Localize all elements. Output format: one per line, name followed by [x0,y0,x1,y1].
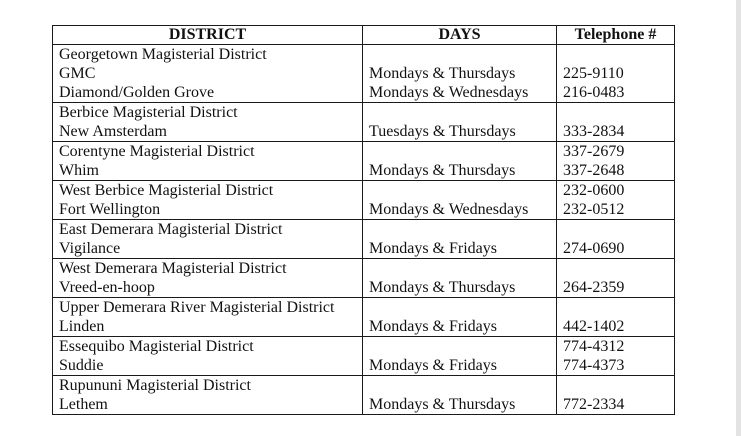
phone-cell [557,45,675,103]
days-text [369,298,550,317]
table-row [53,259,675,298]
court-schedule-table [52,25,675,415]
days-cell [363,298,557,337]
phone-number: 772-2334 [563,396,625,413]
days-cell [363,142,557,181]
days-text: Mondays & Fridays [369,357,497,374]
district-name: Essequibo Magisterial District [59,338,254,355]
phone-number [563,376,668,395]
district-name: East Demerara Magisterial District [59,221,283,238]
district-name: Upper Demerara River Magisterial District [59,299,335,316]
phone-cell [557,376,675,415]
district-location: Whim [59,162,99,179]
days-cell [363,103,557,142]
phone-number: 232-0512 [563,201,625,218]
district-cell [53,45,363,103]
phone-number [563,45,668,64]
days-text [369,45,550,64]
district-location: Lethem [59,396,108,413]
district-location: Fort Wellington [59,201,161,218]
days-text: Mondays & Wednesdays [369,84,529,101]
district-cell [53,103,363,142]
days-text: Mondays & Thursdays [369,65,516,82]
table-row [53,142,675,181]
phone-cell [557,337,675,376]
days-text [369,337,550,356]
telephone-header: Telephone # [557,26,675,45]
district-cell [53,337,363,376]
days-cell [363,259,557,298]
phone-number [563,259,668,278]
table-row [53,376,675,415]
district-cell [53,142,363,181]
phone-number: 337-2679 [563,143,625,160]
days-text [369,259,550,278]
days-text: Mondays & Wednesdays [369,201,529,218]
days-text [369,220,550,239]
phone-number: 774-4312 [563,338,625,355]
days-cell [363,181,557,220]
days-text [369,181,550,200]
district-location: Suddie [59,357,104,374]
phone-number: 216-0483 [563,84,625,101]
days-cell [363,220,557,259]
days-text: Mondays & Fridays [369,318,497,335]
district-name: Georgetown Magisterial District [59,46,267,63]
phone-number: 232-0600 [563,182,625,199]
district-header: DISTRICT [53,26,363,45]
table-row [53,220,675,259]
phone-cell [557,103,675,142]
days-text: Mondays & Thursdays [369,162,516,179]
district-name: Corentyne Magisterial District [59,143,255,160]
phone-number [563,103,668,122]
table-row [53,103,675,142]
table-row [53,337,675,376]
district-cell [53,259,363,298]
phone-cell [557,298,675,337]
days-text: Mondays & Thursdays [369,279,516,296]
phone-number [563,298,668,317]
district-name: Berbice Magisterial District [59,104,238,121]
days-text: Tuesdays & Thursdays [369,123,516,140]
days-text [369,142,550,161]
days-cell [363,376,557,415]
phone-number: 225-9110 [563,65,624,82]
district-location: Linden [59,318,105,335]
phone-cell [557,142,675,181]
days-text [369,376,550,395]
phone-number: 442-1402 [563,318,625,335]
header-row [53,26,675,45]
phone-number: 264-2359 [563,279,625,296]
district-name: West Berbice Magisterial District [59,182,274,199]
days-cell [363,45,557,103]
days-cell [363,337,557,376]
days-text: Mondays & Fridays [369,240,497,257]
district-cell [53,181,363,220]
table-row [53,298,675,337]
district-name: Rupununi Magisterial District [59,377,251,394]
district-location: Diamond/Golden Grove [59,84,215,101]
district-location: Vreed-en-hoop [59,279,155,296]
phone-number: 774-4373 [563,357,625,374]
phone-cell [557,220,675,259]
days-text: Mondays & Thursdays [369,396,516,413]
table-row [53,45,675,103]
days-text [369,103,550,122]
table-row [53,181,675,220]
phone-number: 337-2648 [563,162,625,179]
district-location: New Amsterdam [59,123,167,140]
phone-number [563,220,668,239]
district-cell [53,220,363,259]
district-cell [53,298,363,337]
district-location: GMC [59,65,96,82]
phone-number: 274-0690 [563,240,625,257]
page-edge-divider [736,0,741,436]
district-name: West Demerara Magisterial District [59,260,287,277]
district-location: Vigilance [59,240,121,257]
days-header: DAYS [363,26,557,45]
phone-number: 333-2834 [563,123,625,140]
phone-cell [557,259,675,298]
district-cell [53,376,363,415]
phone-cell [557,181,675,220]
